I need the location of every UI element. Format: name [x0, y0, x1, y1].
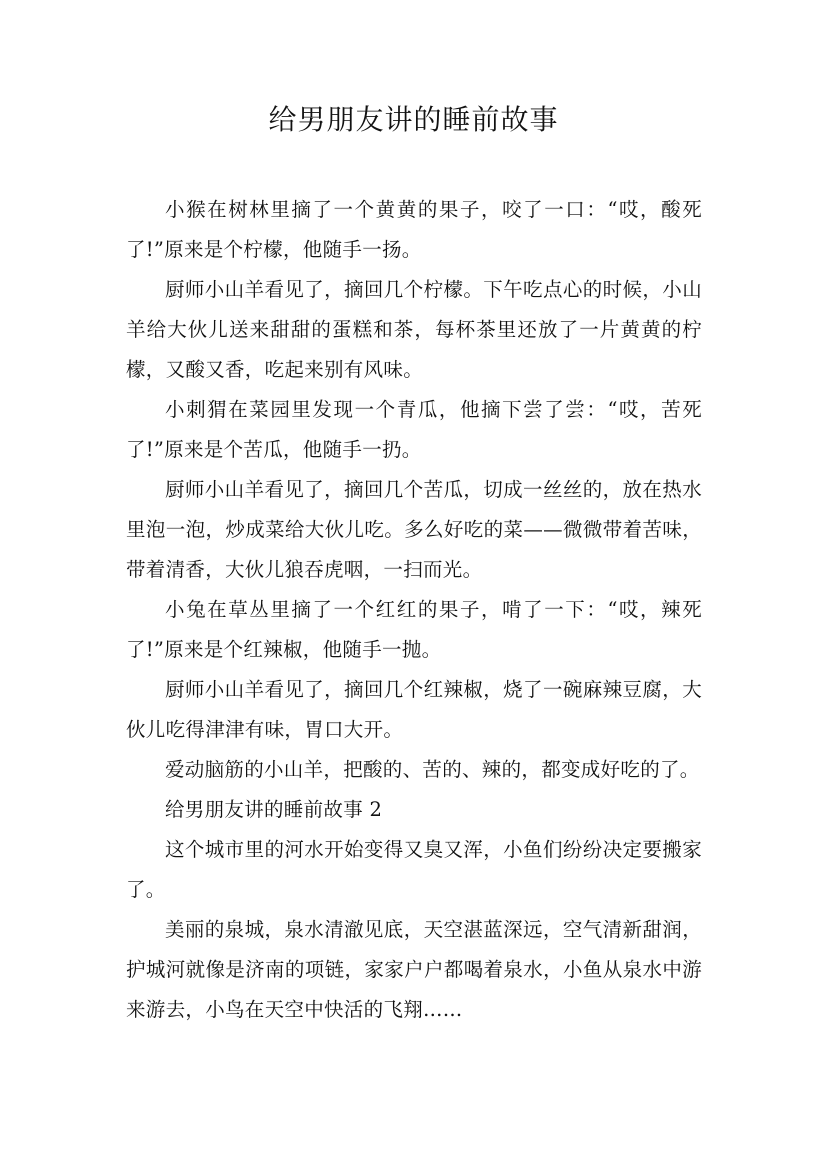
paragraph: 小刺猬在菜园里发现一个青瓜，他摘下尝了尝：“哎，苦死了!”原来是个苦瓜，他随手一扔。: [126, 398, 702, 461]
document-title: 给男朋友讲的睡前故事: [268, 103, 559, 136]
document-body: [126, 190, 702, 1030]
paragraph: 小兔在草丛里摘了一个红红的果子，啃了一下：“哎，辣死了!”原来是个红辣椒，他随手一抛。: [126, 598, 702, 661]
paragraph: 厨师小山羊看见了，摘回几个柠檬。下午吃点心的时候，小山羊给大伙儿送来甜甜的蛋糕和茶，每杯茶里还放了一片黄黄的柠檬，又酸又香，吃起来别有风味。: [126, 278, 702, 381]
paragraph: 厨师小山羊看见了，摘回几个红辣椒，烧了一碗麻辣豆腐，大伙儿吃得津津有味，胃口大开。: [126, 678, 702, 741]
paragraph: 爱动脑筋的小山羊，把酸的、苦的、辣的，都变成好吃的了。: [165, 758, 700, 781]
paragraph: 这个城市里的河水开始变得又臭又浑，小鱼们纷纷决定要搬家了。: [126, 838, 702, 901]
paragraph: 美丽的泉城，泉水清澈见底，天空湛蓝深远，空气清新甜润，护城河就像是济南的项链，家家户户都喝着泉水，小鱼从泉水中游来游去，小鸟在天空中快活的飞翔……: [126, 918, 702, 1021]
section-heading: 给男朋友讲的睡前故事 2: [165, 798, 383, 821]
paragraph: 厨师小山羊看见了，摘回几个苦瓜，切成一丝丝的，放在热水里泡一泡，炒成菜给大伙儿吃。多么好吃的菜——微微带着苦味，带着清香，大伙儿狼吞虎咽，一扫而光。: [126, 478, 702, 581]
paragraph: 小猴在树林里摘了一个黄黄的果子，咬了一口：“哎，酸死了!”原来是个柠檬，他随手一扬。: [126, 198, 702, 261]
